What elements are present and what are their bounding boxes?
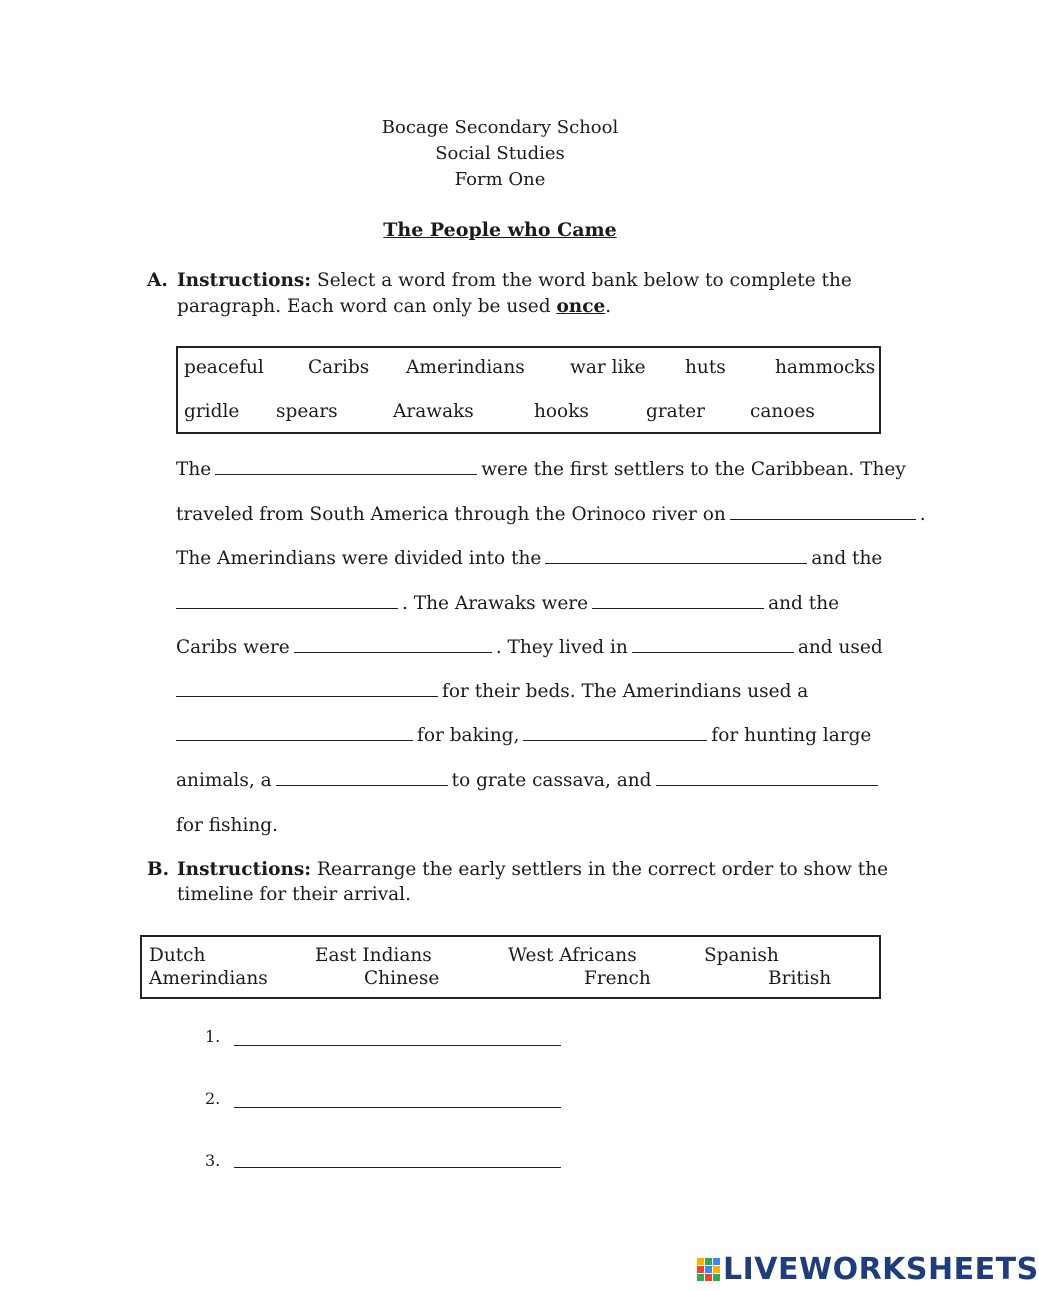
blank-12[interactable] — [656, 784, 878, 786]
form-level: Form One — [454, 169, 546, 190]
settler-item: Chinese — [364, 968, 440, 989]
paragraph-text: . They lived in — [495, 637, 628, 658]
instructions-label: Instructions: — [177, 270, 312, 291]
paragraph-text: The Amerindians were divided into the — [176, 548, 542, 569]
liveworksheets-logo — [697, 1252, 1039, 1287]
blank-3[interactable] — [545, 562, 807, 564]
instructions-text: Rearrange the early settlers in the correct order to show the — [317, 859, 889, 880]
instructions-label: Instructions: — [177, 859, 312, 880]
section-b-instructions-line1 — [177, 859, 888, 880]
blank-9[interactable] — [176, 739, 413, 741]
paragraph-text: for their beds. The Amerindians used a — [442, 681, 809, 702]
word-bank-item: canoes — [750, 401, 815, 422]
word-bank-item: peaceful — [184, 357, 264, 378]
paragraph-text: for baking, — [417, 725, 520, 746]
paragraph-line-4 — [176, 593, 839, 614]
answer-number: 2. — [205, 1089, 221, 1108]
paragraph-text: to grate cassava, and — [451, 770, 652, 791]
paragraph-text: Caribs were — [176, 637, 290, 658]
blank-5[interactable] — [592, 607, 764, 609]
paragraph-text: and used — [797, 637, 883, 658]
section-b-instructions-line2: timeline for their arrival. — [177, 884, 411, 905]
word-bank-item: Arawaks — [393, 401, 474, 422]
answer-line-1[interactable] — [234, 1045, 561, 1046]
paragraph-line-1 — [176, 459, 906, 480]
blank-10[interactable] — [523, 739, 707, 741]
paragraph-text: were the first settlers to the Caribbean. They — [481, 459, 906, 480]
liveworksheets-logo-icon — [697, 1258, 721, 1282]
instructions-text: Select a word from the word bank below to complete the — [317, 270, 852, 291]
word-bank-item: war like — [570, 357, 646, 378]
paragraph-text: and the — [768, 593, 840, 614]
paragraph-text: animals, a — [176, 770, 272, 791]
settler-item: East Indians — [315, 945, 432, 966]
paragraph-text: . The Arawaks were — [402, 593, 589, 614]
school-name: Bocage Secondary School — [381, 117, 619, 138]
blank-8[interactable] — [176, 695, 438, 697]
settler-item: West Africans — [508, 945, 637, 966]
emphasis-once: once — [556, 296, 606, 317]
paragraph-line-5 — [176, 637, 883, 658]
section-a-instructions-line2 — [177, 296, 611, 317]
paragraph-line-6 — [176, 681, 808, 702]
word-bank-item: Caribs — [308, 357, 370, 378]
blank-4[interactable] — [176, 607, 398, 609]
settler-item: Amerindians — [149, 968, 268, 989]
answer-line-3[interactable] — [234, 1167, 561, 1168]
paragraph-line-3 — [176, 548, 882, 569]
blank-6[interactable] — [294, 651, 492, 653]
page-title: The People who Came — [383, 219, 617, 241]
word-bank-item: hooks — [534, 401, 589, 422]
paragraph-text: traveled from South America through the Orinoco river on — [176, 504, 726, 525]
paragraph-line-9: for fishing. — [176, 815, 279, 836]
instructions-period: . — [605, 296, 612, 317]
blank-2[interactable] — [730, 518, 916, 520]
paragraph-line-2 — [176, 504, 926, 525]
settler-item: British — [768, 968, 832, 989]
answer-number: 3. — [205, 1151, 221, 1170]
blank-7[interactable] — [632, 651, 794, 653]
word-bank-item: spears — [276, 401, 338, 422]
paragraph-text: The — [176, 459, 212, 480]
settler-item: Dutch — [149, 945, 206, 966]
paragraph-line-8 — [176, 770, 882, 791]
word-bank-item: gridle — [184, 401, 240, 422]
settler-item: French — [584, 968, 651, 989]
paragraph-text: and the — [811, 548, 883, 569]
logo-text: LIVEWORKSHEETS — [723, 1252, 1039, 1287]
word-bank-item: huts — [685, 357, 726, 378]
section-b-letter: B. — [147, 859, 170, 880]
word-bank-item: Amerindians — [406, 357, 525, 378]
word-bank-item: hammocks — [775, 357, 876, 378]
answer-line-2[interactable] — [234, 1107, 561, 1108]
word-bank-item: grater — [646, 401, 705, 422]
section-a-letter: A. — [147, 270, 168, 291]
blank-11[interactable] — [276, 784, 448, 786]
paragraph-text: for hunting large — [711, 725, 872, 746]
paragraph-line-7 — [176, 725, 871, 746]
settler-item: Spanish — [704, 945, 779, 966]
subject-name: Social Studies — [435, 143, 565, 164]
section-a-instructions-line1 — [177, 270, 852, 291]
instructions-text-2: paragraph. Each word can only be used — [177, 296, 551, 317]
blank-1[interactable] — [215, 473, 477, 475]
paragraph-text: . — [919, 504, 926, 525]
answer-number: 1. — [205, 1027, 221, 1046]
